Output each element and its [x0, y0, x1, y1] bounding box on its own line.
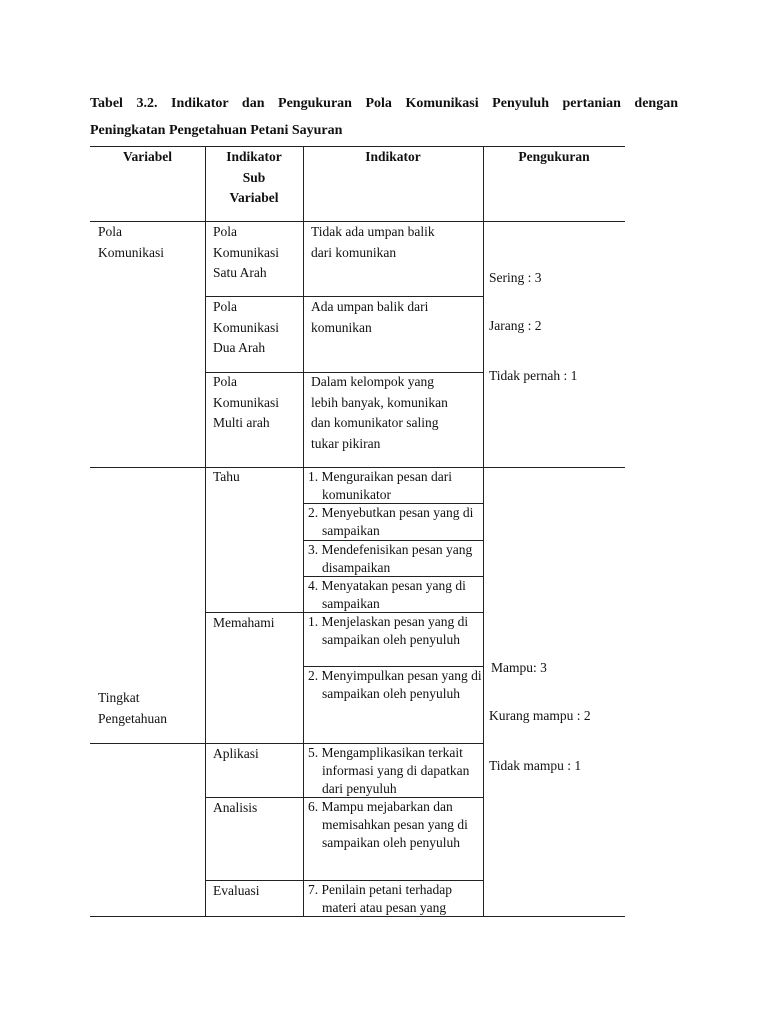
- cell-line: Komunikasi: [98, 244, 164, 260]
- sub-variabel-analisis: Analisis: [213, 800, 258, 815]
- cell-line: Pola: [213, 224, 238, 239]
- indikator-item: 6. Mampu mejabarkan dan memisahkan pesan yang di sampaikan oleh penyuluh: [308, 799, 468, 850]
- indikator-item: 7. Penilain petani terhadap materi atau pesan yang: [308, 882, 452, 915]
- indikator-item: 5. Mengamplikasikan terkait informasi yang di dapatkan dari penyuluh: [308, 745, 470, 796]
- sub-variabel-evaluasi: Evaluasi: [213, 883, 260, 898]
- cell-line: Pola: [213, 299, 238, 314]
- cell-line: Dua Arah: [213, 340, 266, 355]
- pengukuran-jarang: Jarang : 2: [489, 318, 542, 333]
- cell-line: Komunikasi: [213, 244, 279, 260]
- variabel-tingkat-pengetahuan: [98, 688, 167, 729]
- pengukuran-tidak-pernah: Tidak pernah : 1: [489, 368, 578, 383]
- cell-line: tukar pikiran: [311, 435, 381, 451]
- cell-line: lebih banyak, komunikan: [311, 394, 448, 410]
- pengukuran-mampu: Mampu: 3: [491, 660, 547, 675]
- sub-variabel-aplikasi: Aplikasi: [213, 746, 259, 761]
- cell-line: Komunikasi: [213, 319, 279, 335]
- header-line: Variabel: [229, 190, 279, 205]
- indikator-item: 4. Menyatakan pesan yang di sampaikan: [308, 578, 466, 611]
- indikator-multi-arah: [311, 372, 448, 454]
- sub-variabel-multi-arah: [213, 372, 279, 434]
- pengukuran-tidak-mampu: Tidak mampu : 1: [489, 758, 582, 773]
- cell-line: Dalam kelompok yang: [311, 374, 434, 389]
- indikator-item: 1. Menguraikan pesan dari komunikator: [308, 469, 452, 502]
- indikator-item: 2. Menyebutkan pesan yang di sampaikan: [308, 505, 474, 538]
- sub-variabel-memahami: Memahami: [213, 615, 275, 630]
- table-caption-line-2: Peningkatan Pengetahuan Petani Sayuran: [90, 123, 343, 138]
- header-line: Indikator: [226, 149, 282, 164]
- header-pengukuran: Pengukuran: [518, 149, 590, 164]
- header-line: Sub: [242, 169, 266, 185]
- header-indikator: Indikator: [365, 149, 421, 164]
- cell-line: dari komunikan: [311, 244, 397, 260]
- indikator-item: 1. Menjelaskan pesan yang di sampaikan oleh penyuluh: [308, 614, 469, 647]
- cell-line: Pengetahuan: [98, 710, 167, 726]
- cell-line: Ada umpan balik dari: [311, 299, 429, 314]
- cell-line: Tidak ada umpan balik: [311, 224, 435, 239]
- variabel-pola-komunikasi: [98, 222, 164, 263]
- header-variabel: Variabel: [122, 149, 172, 164]
- cell-line: Pola: [98, 224, 123, 239]
- indikator-dua-arah: [311, 297, 428, 338]
- cell-line: Satu Arah: [213, 265, 267, 280]
- table-caption-line-1: Tabel 3.2. Indikator dan Pengukuran Pola Komunikasi Penyuluh pertanian dengan: [90, 96, 678, 111]
- cell-line: Pola: [213, 374, 238, 389]
- cell-line: dan komunikator saling: [311, 415, 439, 430]
- sub-variabel-tahu: Tahu: [213, 469, 240, 484]
- sub-variabel-satu-arah: [213, 222, 279, 284]
- column-divider: [303, 146, 304, 916]
- cell-line: Tingkat: [98, 690, 140, 705]
- cell-line: komunikan: [311, 319, 372, 335]
- pengukuran-kurang-mampu: Kurang mampu : 2: [489, 708, 591, 723]
- cell-line: Komunikasi: [213, 394, 279, 410]
- indikator-item: 2. Menyimpulkan pesan yang di sampaikan oleh penyuluh: [308, 668, 482, 701]
- sub-variabel-dua-arah: [213, 297, 279, 359]
- indikator-satu-arah: [311, 222, 435, 263]
- indikator-item: 3. Mendefenisikan pesan yang disampaikan: [308, 542, 473, 575]
- column-divider: [205, 146, 206, 916]
- cell-line: Multi arah: [213, 415, 270, 430]
- header-indikator-sub-variabel: [205, 147, 303, 209]
- pengukuran-sering: Sering : 3: [489, 270, 542, 285]
